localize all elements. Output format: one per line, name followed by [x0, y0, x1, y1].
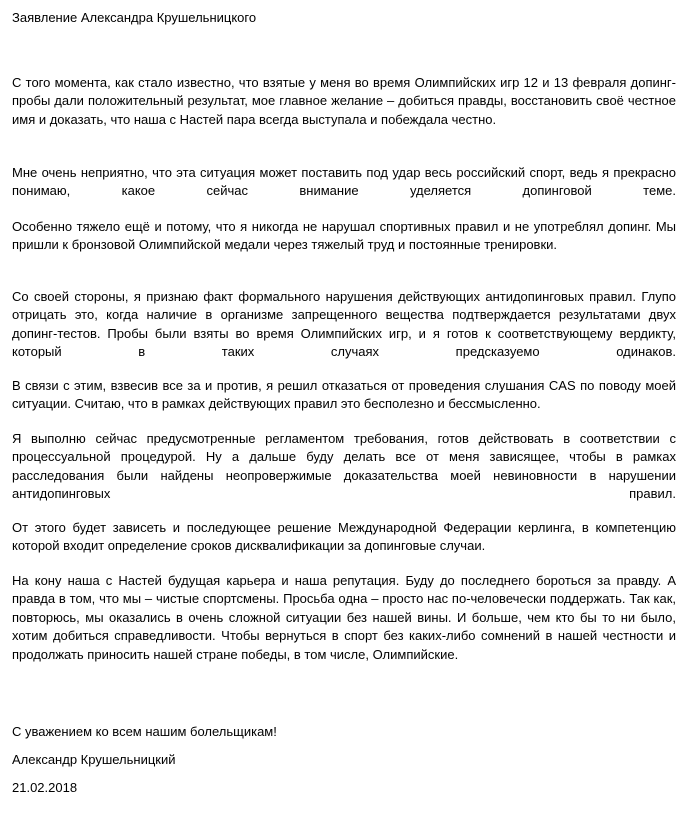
signature-name: Александр Крушельницкий [12, 752, 176, 767]
closing-line: С уважением ко всем нашим болельщикам! [12, 724, 277, 739]
paragraph-3: Особенно тяжело ещё и потому, что я никогда не нарушал спортивных правил и не употреблял допинг. Мы пришли к бронзовой Олимпийской медали через тяжелый труд и постоянные тренировки. [12, 219, 676, 253]
document-date: 21.02.2018 [12, 780, 78, 795]
paragraph-5: В связи с этим, взвесив все за и против, я решил отказаться от проведения слушания CAS по поводу моей ситуации. Считаю, что в рамках действующих правил это бесполезно и бессмысленно. [12, 378, 676, 412]
paragraph-1: С того момента, как стало известно, что взятые у меня во время Олимпийских игр 12 и 13 февраля допинг-пробы дали положительный результат, мое главное желание – добиться правды, восстановить своё честное имя и доказать, что наша с Настей пара всегда выступала и побеждала честно. [12, 75, 676, 127]
paragraph-2: Мне очень неприятно, что эта ситуация может поставить под удар весь российский спорт, ведь я прекрасно понимаю, какое сейчас внимание уделяется допинговой теме. [12, 165, 676, 199]
paragraph-7: От этого будет зависеть и последующее решение Международной Федерации керлинга, в компетенцию которой входит определение сроков дисквалификации за допинговые случаи. [12, 520, 676, 554]
paragraph-4: Со своей стороны, я признаю факт формального нарушения действующих антидопинговых правил. Глупо отрицать это, когда наличие в организме запрещенного вещества подтверждается результатами двух допинг-тестов. Пробы были взяты во время Олимпийских игр, и я готов к соответствующему вердикту, который в таких случаях предсказуемо одинаков. [12, 289, 676, 360]
document-title: Заявление Александра Крушельницкого [12, 10, 257, 25]
paragraph-6: Я выполню сейчас предусмотренные регламентом требования, готов действовать в соответствии с процессуальной процедурой. Ну а дальше буду делать все от меня зависящее, чтобы в рамках расследования были найдены неопровержимые доказательства моей невиновности в нарушении антидопинговых правил. [12, 431, 676, 502]
paragraph-8: На кону наша с Настей будущая карьера и наша репутация. Буду до последнего бороться за правду. А правда в том, что мы – чистые спортсмены. Просьба одна – просто нас по-человечески поддержать. Так как, повторюсь, мы оказались в очень сложной ситуации без нашей вины. И больше, чем кто бы то ни было, хотим добиться справедливости. Чтобы вернуться в спорт без каких-либо сомнений в нашей честности и продолжать приносить нашей стране победы, в том числе, Олимпийские. [12, 573, 676, 662]
